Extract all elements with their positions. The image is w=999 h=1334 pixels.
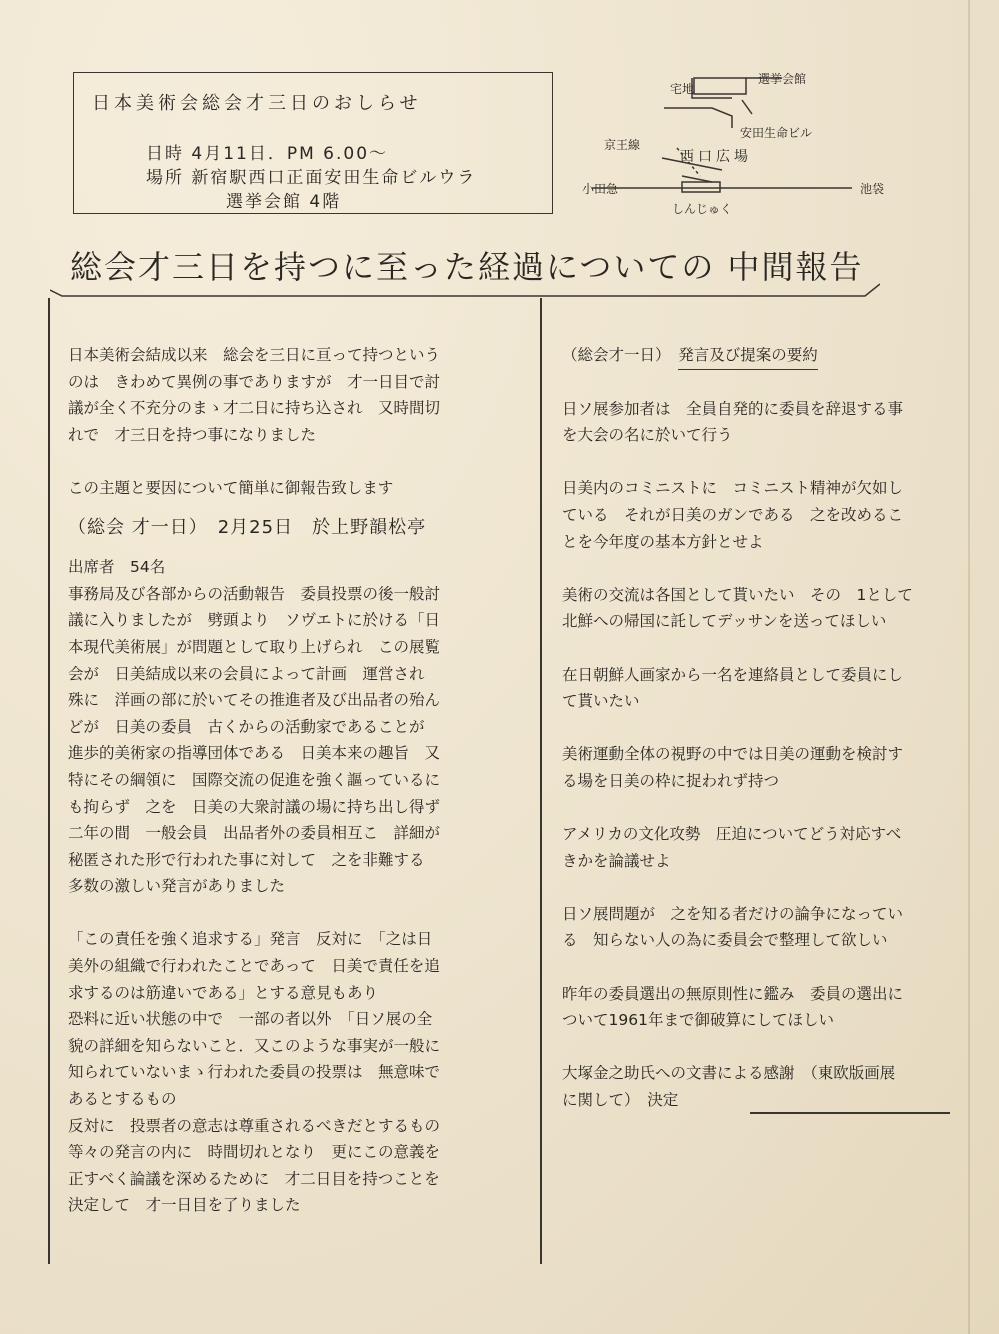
proposal-line: を大会の名に於いて行う <box>562 426 733 445</box>
notice-title: 日本美術会総会才三日のおしらせ <box>92 93 422 114</box>
body-line: 会が 日美結成以来の会員によって計画 運営され <box>68 664 425 683</box>
proposal-line: とを今年度の基本方針とせよ <box>562 532 764 551</box>
body-line: 恐料に近い状態の中で 一部の者以外 「日ソ展の全 <box>68 1010 433 1029</box>
proposal-line: 昨年の委員選出の無原則性に鑑み 委員の選出に <box>562 984 904 1003</box>
proposal-line: 日美内のコミニストに コミニスト精神が欠如し <box>562 479 904 498</box>
intro-line: のは きわめて異例の事でありますが 才一日目で討 <box>68 372 441 391</box>
body-line: も拘らず 之を 日美の大衆討議の場に持ち出し得ず <box>68 797 441 816</box>
body-line: あるとするもの <box>68 1090 177 1109</box>
section-label: （総会 才一日） <box>68 516 199 538</box>
attendance-line: 出席者 54名 <box>68 558 166 577</box>
proposal-line: 日ソ展問題が 之を知る者だけの論争になってい <box>562 904 904 923</box>
map-label-keio: 京王線 <box>604 138 641 152</box>
location-map <box>582 58 912 228</box>
body-line: 「この責任を強く追求する」発言 反対に 「之は日 <box>68 930 433 949</box>
map-label-odakyu: 小田急 <box>582 182 619 196</box>
body-line: 反対に 投票者の意志は尊重されるべきだとするもの <box>68 1116 441 1135</box>
meeting-notice-box <box>73 72 553 214</box>
map-label-yasuda-bldg: 安田生命ビル <box>740 126 813 140</box>
proposal-line: 美術の交流は各国として貰いたい その 1として <box>562 585 913 604</box>
map-label-nishiguchi: 西口広場 <box>680 149 752 165</box>
right-heading <box>562 342 972 370</box>
proposal-line: 日ソ展参加者は 全員自発的に委員を辞退する事 <box>562 399 904 418</box>
intro-summary-line: この主題と要因について簡単に御報告致します <box>68 478 394 497</box>
proposal-line: ている それが日美のガンである 之を改めるこ <box>562 505 904 524</box>
section-heading <box>68 515 538 542</box>
body-line: 知られていないまゝ行われた委員の投票は 無意味で <box>68 1063 441 1082</box>
column-divider <box>540 298 542 1264</box>
proposal-line: ついて1961年まで御破算にしてほしい <box>562 1011 834 1030</box>
map-label-ikebukuro: 池袋 <box>860 182 885 196</box>
body-line: 二年の間 一般会員 出品者外の委員相互こ 詳細が <box>68 824 441 843</box>
right-heading-label: （総会才一日） <box>562 346 663 364</box>
intro-line: 議が全く不充分のまゝ才二日に持ち込され 又時間切 <box>68 399 441 418</box>
body-line: 美外の組織で行われたことであって 日美で責任を追 <box>68 957 440 976</box>
notice-datetime: 日時 4月11日．PM 6.00〜 <box>146 144 389 164</box>
proposal-line: アメリカの文化攻勢 圧迫についてどう対応すべ <box>562 825 902 844</box>
intro-line: 日本美術会結成以来 総会を三日に亘って持つという <box>68 346 441 364</box>
section-date: 2月25日 於上野韻松亭 <box>217 516 427 538</box>
right-heading-title: 発言及び提案の要約 <box>678 342 818 370</box>
proposal-line: きかを論議せよ <box>562 851 671 870</box>
report-headline: 総会才三日を持つに至った経過についての 中間報告 <box>70 248 864 286</box>
body-line: 多数の激しい発言がありました <box>68 877 286 896</box>
proposal-line: る場を日美の枠に捉われず持つ <box>562 771 780 790</box>
map-label-takuchi: 宅地 <box>670 82 695 96</box>
headline-underline <box>50 280 880 300</box>
proposal-line: 北鮮への帰国に託してデッサンを送ってほしい <box>562 612 887 631</box>
map-label-senkyo-hall: 選挙会館 <box>758 72 807 86</box>
notice-place: 場所 新宿駅西口正面安田生命ビルウラ <box>146 168 477 188</box>
proposal-line: る 知らない人の為に委員会で整理して欲しい <box>562 931 888 950</box>
body-line: 正すべく論議を深めるために 才二日目を持つことを <box>68 1169 440 1188</box>
proposal-line: て貰いたい <box>562 692 640 711</box>
body-line: 等々の発言の内に 時間切れとなり 更にこの意義を <box>68 1143 441 1162</box>
intro-line: れで 才三日を持つ事になりました <box>68 425 317 444</box>
proposal-line: 在日朝鮮人画家から一名を連絡員として委員にし <box>562 665 904 684</box>
body-line: 議に入りましたが 劈頭より ソヴエトに於ける「日 <box>68 611 441 630</box>
body-line: 決定して 才一日目を了りました <box>68 1196 301 1215</box>
body-line: 進歩的美術家の指導団体である 日美本来の趣旨 又 <box>68 744 441 763</box>
body-line: 本現代美術展」が問題として取り上げられ この展覧 <box>68 637 441 656</box>
body-line: 事務局及び各部からの活動報告 委員投票の後一般討 <box>68 584 441 603</box>
body-line: 特にその綱領に 国際交流の促進を強く謳っているに <box>68 770 441 789</box>
proposal-line: 大塚金之助氏への文書による感謝 （東欧版画展 <box>562 1064 896 1083</box>
body-line: 貌の詳細を知らないこと．又このような事実が一般に <box>68 1036 441 1055</box>
proposal-line: 美術運動全体の視野の中では日美の運動を検討す <box>562 745 904 764</box>
left-column <box>68 342 538 1219</box>
right-column <box>562 342 972 1114</box>
map-label-shinjuku: しんじゅく <box>672 202 733 216</box>
body-line: 求するのは筋違いである」とする意見もあり <box>68 983 379 1002</box>
left-frame-line <box>48 298 50 1264</box>
body-line: どが 日美の委員 古くからの活動家であることが <box>68 717 425 736</box>
body-line: 秘匿された形で行われた事に対して 之を非難する <box>68 850 425 869</box>
notice-place-building: 選挙会館 4階 <box>226 192 342 212</box>
proposal-line: に関して） 決定 <box>562 1091 679 1110</box>
body-line: 殊に 洋画の部に於いてその推進者及び出品者の殆ん <box>68 691 441 710</box>
